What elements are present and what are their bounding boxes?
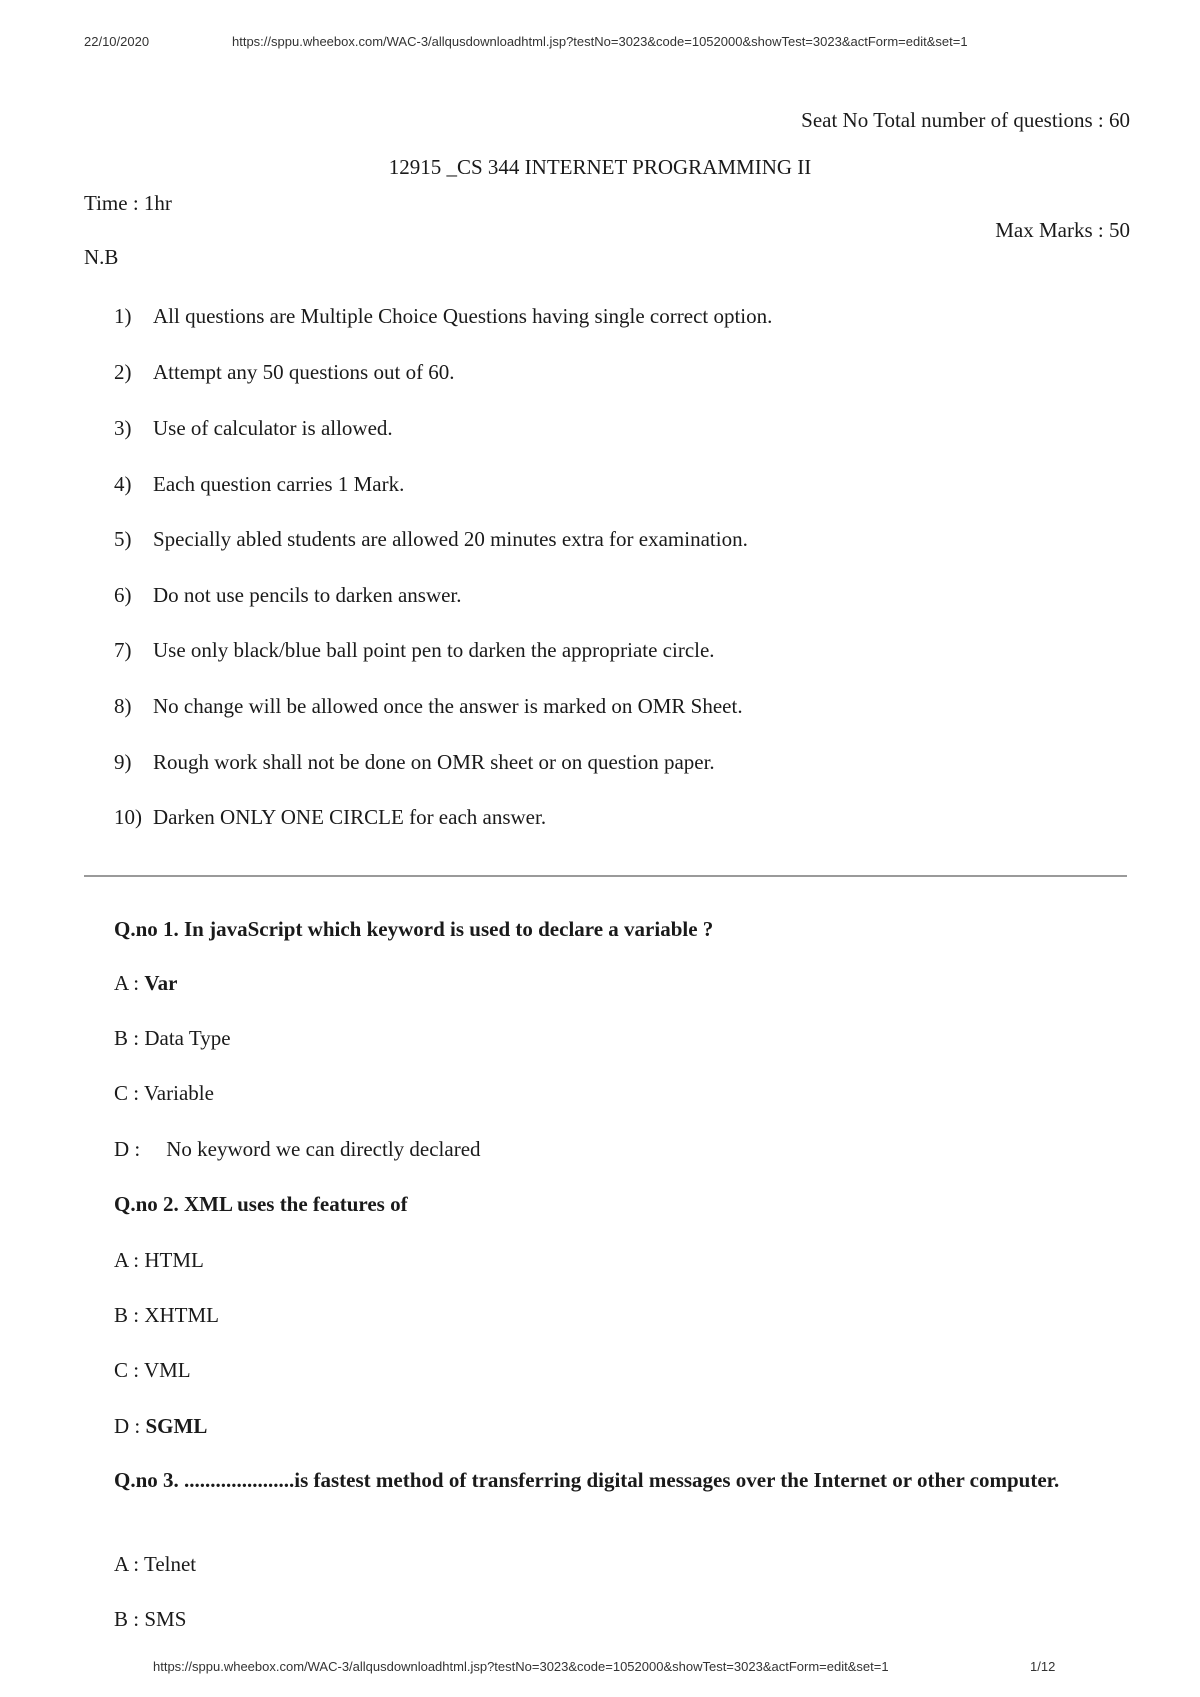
seat-and-question-count: Seat No Total number of questions : 60	[801, 108, 1130, 132]
nb-label: N.B	[84, 245, 119, 269]
instruction-number: 10)	[114, 805, 142, 829]
instruction-text: Use only black/blue ball point pen to darken the appropriate circle.	[153, 638, 715, 662]
option-label: D :	[114, 1414, 141, 1438]
instruction-item	[114, 638, 715, 663]
question-1-option-b	[114, 1026, 231, 1051]
question-1-text: Q.no 1. In javaScript which keyword is used to declare a variable ?	[114, 917, 714, 941]
question-3-option-b	[114, 1607, 186, 1632]
instruction-number: 8)	[114, 694, 132, 718]
question-2-text: Q.no 2. XML uses the features of	[114, 1192, 408, 1216]
instruction-item	[114, 304, 772, 329]
option-label: C :	[114, 1081, 140, 1105]
instruction-text: Use of calculator is allowed.	[153, 416, 393, 440]
instruction-number: 6)	[114, 583, 132, 607]
instruction-number: 2)	[114, 360, 132, 384]
instruction-item	[114, 694, 743, 719]
question-1-option-c	[114, 1081, 214, 1106]
option-label: B :	[114, 1026, 140, 1050]
instruction-number: 9)	[114, 750, 132, 774]
instruction-text: Do not use pencils to darken answer.	[153, 583, 462, 607]
option-label: A :	[114, 1552, 140, 1576]
option-label: D :	[114, 1137, 141, 1161]
option-value: VML	[143, 1358, 191, 1382]
instruction-item	[114, 583, 462, 608]
print-url: https://sppu.wheebox.com/WAC-3/allqusdownloadhtml.jsp?testNo=3023&code=1052000&showTest=3023&actForm=edit&set=1	[232, 34, 968, 49]
instruction-item	[114, 472, 404, 497]
instruction-text: All questions are Multiple Choice Questions having single correct option.	[153, 304, 773, 328]
option-value: SGML	[145, 1414, 208, 1438]
option-value: SMS	[144, 1607, 187, 1631]
instruction-item	[114, 750, 715, 775]
exam-time: Time : 1hr	[84, 191, 172, 215]
question-1-option-a	[114, 971, 177, 996]
instruction-number: 5)	[114, 527, 132, 551]
question-2-option-b	[114, 1303, 219, 1328]
exam-title: 12915 _CS 344 INTERNET PROGRAMMING II	[388, 155, 812, 179]
option-label: A :	[114, 1248, 140, 1272]
option-value: Variable	[143, 1081, 214, 1105]
option-value: Telnet	[143, 1552, 197, 1576]
instruction-number: 1)	[114, 304, 132, 328]
instruction-text: Specially abled students are allowed 20 minutes extra for examination.	[153, 527, 748, 551]
instruction-item	[114, 527, 748, 552]
instruction-number: 7)	[114, 638, 132, 662]
option-label: B :	[114, 1607, 140, 1631]
instruction-item	[114, 360, 455, 385]
instruction-text: Darken ONLY ONE CIRCLE for each answer.	[153, 805, 547, 829]
page-number: 1/12	[1030, 1659, 1056, 1674]
option-label: A :	[114, 971, 140, 995]
question-3-option-a	[114, 1552, 196, 1577]
question-2-option-a	[114, 1248, 204, 1273]
section-divider	[84, 875, 1127, 877]
instruction-text: No change will be allowed once the answer is marked on OMR Sheet.	[153, 694, 743, 718]
option-value: Var	[144, 971, 178, 995]
question-2-option-c	[114, 1358, 191, 1383]
option-label: B :	[114, 1303, 140, 1327]
instruction-text: Attempt any 50 questions out of 60.	[153, 360, 455, 384]
option-value: XHTML	[144, 1303, 220, 1327]
option-label: C :	[114, 1358, 140, 1382]
option-value: HTML	[144, 1248, 204, 1272]
instruction-text: Each question carries 1 Mark.	[153, 472, 405, 496]
question-3-text: Q.no 3. .....................is fastest method of transferring digital messages over the Internet or other computer.	[114, 1468, 1060, 1492]
question-1-option-d	[114, 1137, 481, 1162]
instruction-number: 4)	[114, 472, 132, 496]
instruction-item	[114, 805, 546, 830]
print-date: 22/10/2020	[84, 34, 150, 49]
option-value: Data Type	[144, 1026, 231, 1050]
max-marks: Max Marks : 50	[995, 218, 1130, 242]
footer-url: https://sppu.wheebox.com/WAC-3/allqusdownloadhtml.jsp?testNo=3023&code=1052000&showTest=3023&actForm=edit&set=1	[153, 1659, 889, 1674]
question-2-option-d	[114, 1414, 207, 1439]
instruction-item	[114, 416, 393, 441]
instruction-text: Rough work shall not be done on OMR sheet or on question paper.	[153, 750, 715, 774]
instruction-number: 3)	[114, 416, 132, 440]
option-value: No keyword we can directly declared	[166, 1137, 481, 1161]
